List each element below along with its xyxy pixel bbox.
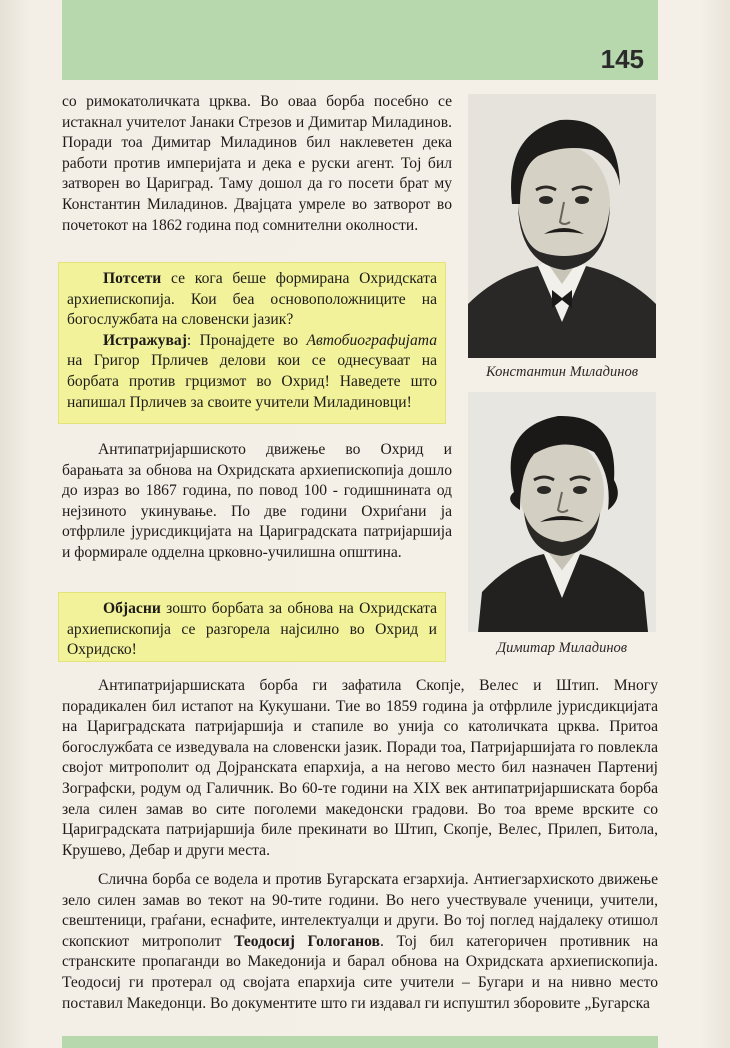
portrait-dimitar-miladinov [468, 392, 656, 632]
research-label: Истражувај [103, 331, 187, 349]
header-band [62, 0, 658, 80]
explain-task [67, 599, 437, 661]
caption-konstantin: Константин Миладинов [486, 364, 638, 380]
explain-label: Објасни [103, 600, 161, 617]
paragraph-antipatriarchal-spread: Антипатријаршиската борба ги зафатила Скопје, Велес и Штип. Многу порадикален бил истапот на Кукушани. Тие во 1859 година ја отфрлиле јурисдикцијата на Цариградската патријаршија и стапиле во унија со католичката црква. Притоа богослужбата се изведувала на словенски јазик. Поради тоа, Патријаршијата го повлекла својот митрополит од Дојранската епархија, а на негово место бил назначен Партениј Зографски, родум од Галичник. Во 60-те години на XIX век антипатријаршиската борба зела силен замав во сите поголеми македонски градови. Во тоа време врските со Цариградската патријаршија биле прекинати во Штип, Скопје, Велес, Прилеп, Битола, Крушево, Дебар и други места. [62, 677, 658, 859]
portrait-konstantin-miladinov [468, 94, 656, 358]
exercise-box-explain [58, 592, 446, 662]
book-title: Автобиографијата [306, 331, 437, 349]
remind-label: Потсети [103, 270, 162, 287]
caption-dimitar: Димитар Миладинов [496, 640, 628, 656]
page-number: 145 [600, 44, 644, 74]
remind-text: се кога беше формирана Охридската архиепископија. Кои беа основоположниците на богослужбата на словенски јазик? [67, 270, 437, 329]
footer-band [62, 1036, 658, 1048]
explain-text: зошто борбата за обнова на Охридската архиепископија се разгорела најсилно во Охрид и Охридско! [67, 600, 437, 659]
exercise-box-remind-research [58, 262, 446, 424]
remind-task [67, 269, 437, 331]
research-text-a: : Пронајдете во [186, 331, 307, 349]
para4-text-a: Слична борба се водела и против Бугарската егзархија. Антиегзархиското движење зело силен замав во текот на 90-тите години. Во него учествувале ученици, учители, свештеници, граѓани, еснафите, интелектуалци и други. Во тој поглед најдалеку отишол скопскиот митрополит [62, 871, 658, 950]
research-task [67, 331, 437, 413]
research-text-b: на Григор Прличев делови кои се однесуваат на борбата против грцизмот во Охрид! Наведете што напишал Прличев за своите учители Миладиновци! [67, 352, 437, 411]
paragraph-antiexarchate [62, 870, 658, 1014]
teodosij-gologanov: Теодосиј Гологанов [234, 932, 380, 950]
paragraph-intro: со римокатоличката црква. Во оваа борба посебно се истакнал учителот Јанаки Стрезов и Димитар Миладинов. Поради тоа Димитар Миладинов бил наклеветен дека работи против империјата и дека е руски агент. Тој бил затворен во Цариград. Таму дошол да го посети брат му Константин Миладинов. Двајцата умреле во затворот во почетокот на 1862 година под сомнителни околности. [62, 93, 452, 234]
paragraph-antipatriarchal-ohrid: Антипатријаршиското движење во Охрид и барањата за обнова на Охридската архиепископија дошло до израз во 1867 година, по повод 100 - годишнината од нејзиното укинување. По две години Охриѓани ја отфрлиле јурисдикцијата на Цариградската патријаршија и формирале одделна црковно-училишна општина. [62, 441, 452, 561]
para4-text-b: . Тој бил категоричен противник на странските пропаганди во Македонија и барал обнова на Охридската архиепископија. Теодосиј ги протерал од својата епархија сите учители – Бугари и на нивно место поставил Македонци. Во документите што ги издавал ги испуштил зборовите „Бугарска [62, 932, 658, 1012]
